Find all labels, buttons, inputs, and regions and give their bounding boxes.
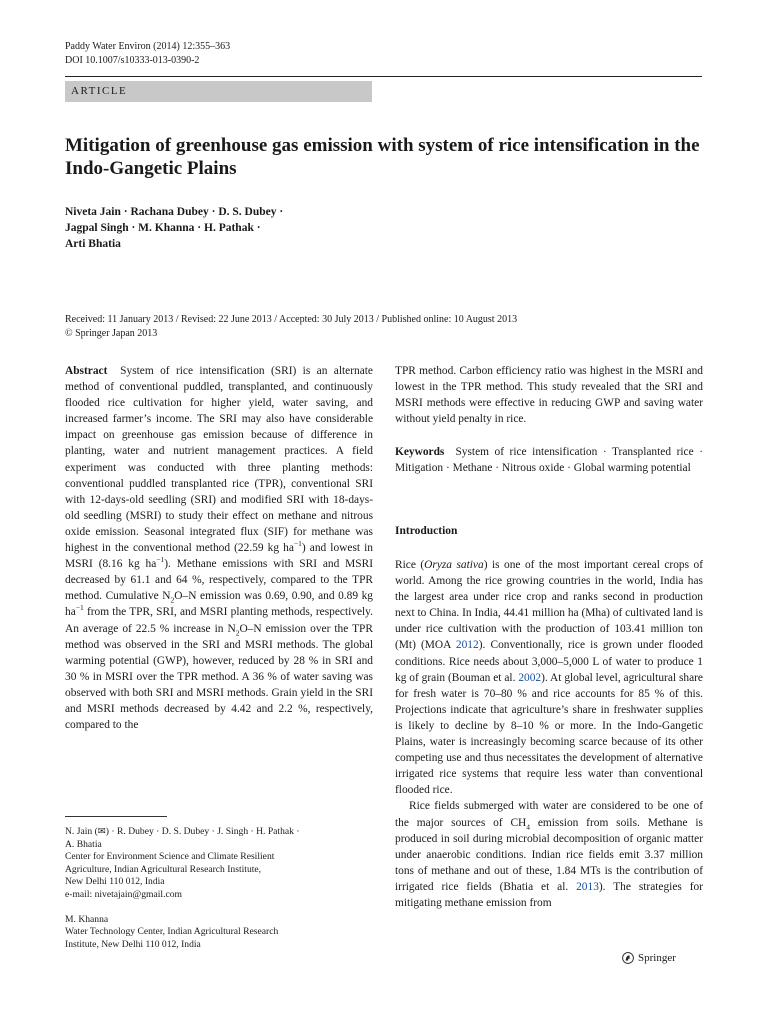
footnote-rule — [65, 816, 167, 817]
affil-names-3: M. Khanna — [65, 913, 109, 925]
citation-link-moa[interactable]: 2012 — [455, 639, 479, 652]
abstract-text-2: ) and lowest in MSRI (8.16 kg ha — [65, 542, 373, 571]
abstract-label: Abstract — [65, 365, 108, 377]
intro-p1c: ). Conventionally, rice is grown under flooded conditions. Rice needs about 3,000–5,000 L of water to produce 1 kg of grain (Bouman et al. — [395, 639, 703, 684]
copyright-line: © Springer Japan 2013 — [65, 328, 158, 339]
intro-p2a: Rice fields submerged with water are considered to be one of the major sources of CH — [395, 800, 703, 829]
publication-dates — [65, 313, 705, 341]
sup-2: −1 — [156, 555, 165, 565]
header-rule — [65, 76, 702, 77]
affil-names-1: N. Jain (✉) · R. Dubey · D. S. Dubey · J. Singh · H. Pathak · — [65, 826, 300, 837]
intro-p2c: ). The strategies for mitigating methane emission from — [395, 880, 703, 909]
abstract-text-4: O–N emission was 0.69, 0.90, and 0.89 kg ha — [65, 590, 373, 619]
affil-names-2: A. Bhatia — [65, 838, 102, 850]
intro-p1d: ). At global level, agricultural share for fresh water is 70–80 % and rice accounts for 85 % of this. Projections indicate that agriculture’s share in freshwater supplies is likely to decline by 8–10 % or more. In the Indo-Gangetic Plains, water is increasingly becoming scarce because of its other competing use and thus necessitates the development of alternative irrigated rice systems that require less water than conventional flooded rice. — [395, 671, 703, 797]
affil-inst-1b: Agriculture, Indian Agricultural Research Institute, — [65, 863, 262, 875]
intro-paragraph-2 — [395, 798, 703, 911]
affiliations — [65, 826, 373, 951]
author-line-2: Jagpal Singh · M. Khanna · H. Pathak · — [65, 222, 261, 234]
affil-spacer — [65, 902, 373, 914]
affil-inst-2a: Water Technology Center, Indian Agricultural Research — [65, 926, 279, 938]
intro-p2b: emission from soils. Methane is produced in soil during microbial decomposition of organic matter under anaerobic conditions. Indian rice fields emit 3.37 million tons of methane and out of these, 1.84 MTs is the contribution of irrigated rice fields (Bhatia et al. — [395, 816, 703, 893]
article-type-band: ARTICLE — [65, 81, 372, 102]
intro-paragraph-1 — [395, 557, 703, 798]
abstract-text-6: O–N emission over the TPR method was observed in the SRI and MSRI methods. The global warming potential (GWP), however, reduced by 28 % in SRI and 30 % in MSRI over the TPR method. A 36 % of water saving was observed with both SRI and MSRI methods. Grain yield in the SRI and MSRI methods decreased by 4.42 and 2.2 %, respectively, compared to the — [65, 622, 373, 732]
keywords-text: System of rice intensification · Transplanted rice · Mitigation · Methane · Nitrous oxide · Global warming potential — [395, 446, 703, 475]
publisher-mark — [622, 952, 676, 964]
keywords-label: Keywords — [395, 446, 445, 458]
sup-1: −1 — [293, 539, 302, 549]
intro-p1a: Rice ( — [395, 559, 425, 571]
sub-1: 2 — [170, 595, 175, 605]
publisher-name: Springer — [638, 952, 676, 964]
author-line-3: Arti Bhatia — [65, 238, 121, 250]
springer-logo-icon — [622, 952, 634, 964]
abstract — [65, 363, 373, 733]
sub-2: 2 — [235, 627, 240, 637]
author-list — [65, 204, 705, 252]
affil-inst-1c: New Delhi 110 012, India — [65, 876, 165, 888]
intro-p1b: ) is one of the most important cereal crops of world. Among the rice growing countries in the world, India has the largest area under rice crop and ranks second in production next to China. In India, 44.41 million ha (Mha) of cultivated land is under rice cultivation with the production of 103.41 million ton (Mt) (MOA — [395, 559, 704, 652]
abstract-text-5: from the TPR, SRI, and MSRI planting methods, respectively. An average of 22.5 % increase in N — [65, 606, 373, 635]
journal-citation: Paddy Water Environ (2014) 12:355–363 — [65, 41, 231, 52]
abstract-text-1: System of rice intensification (SRI) is an alternate method of conventional puddled, transplanted, and continuously flooded rice cultivation for higher yield, water saving, and increased farmer’s income. The SRI may also have considerable impact on greenhouse gas emission because of difference in planting, water and nutrient management practices. A field experiment was conducted with three planting methods: conventional puddled transplanted rice (TPR), conventional SRI with 12-days-old seedling (SRI) and modified SRI with 18-days-old seedling (MSRI) to study their effect on methane and nitrous oxide emission. Seasonal integrated flux (SIF) for methane was highest in the conventional method (22.59 kg ha — [65, 365, 373, 555]
citation-link-bhatia[interactable]: 2013 — [576, 880, 599, 893]
citation-link-bouman[interactable]: 2002 — [518, 671, 542, 684]
paper-title: Mitigation of greenhouse gas emission with system of rice intensification in the Indo-Gangetic Plains — [65, 135, 700, 179]
species-name: Oryza sativa — [424, 559, 484, 571]
affil-inst-2b: Institute, New Delhi 110 012, India — [65, 938, 201, 950]
abstract-text-3: ). Methane emissions with SRI and MSRI decreased by 61.1 and 64 %, respectively, compared to the TPR method. Cumulative N — [65, 558, 373, 603]
keywords — [395, 444, 703, 476]
affil-inst-1a: Center for Environment Science and Climate Resilient — [65, 851, 275, 863]
dates-line: Received: 11 January 2013 / Revised: 22 June 2013 / Accepted: 30 July 2013 / Published online: 10 August 2013 — [65, 314, 518, 325]
introduction-body — [395, 557, 703, 911]
author-line-1: Niveta Jain · Rachana Dubey · D. S. Dubey · — [65, 206, 284, 218]
introduction-heading: Introduction — [395, 525, 458, 537]
affil-email[interactable]: e-mail: nivetajain@gmail.com — [65, 888, 182, 900]
abstract-continued: TPR method. Carbon efficiency ratio was highest in the MSRI and lowest in the TPR method. This study revealed that the SRI and MSRI methods were effective in reducing GWP and saving water without yield penalty in rice. — [395, 365, 703, 426]
sub-ch4: 4 — [526, 821, 531, 831]
doi: DOI 10.1007/s10333-013-0390-2 — [65, 55, 200, 66]
sup-3: −1 — [75, 603, 84, 613]
